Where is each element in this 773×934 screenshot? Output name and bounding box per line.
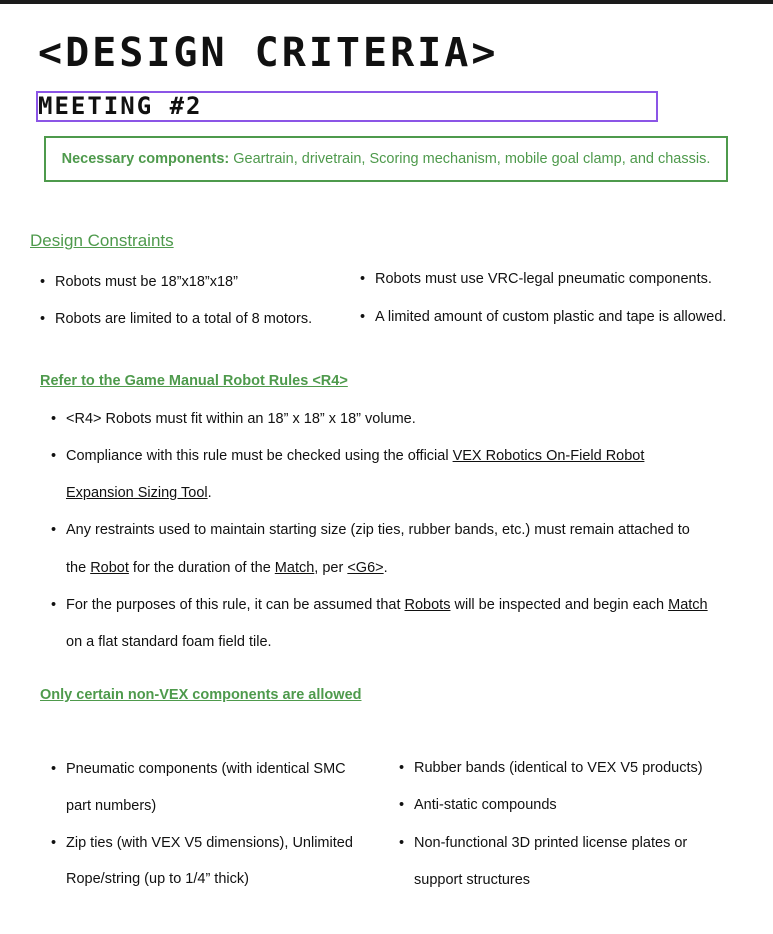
robot-link[interactable]: Robot — [90, 560, 129, 576]
rule-restraints-line2 — [66, 560, 388, 576]
nonvex-rubber-bands: • Rubber bands (identical to VEX V5 products) — [414, 760, 703, 776]
design-constraints-heading[interactable]: Design Constraints — [30, 231, 174, 250]
text-duration: for the duration of the — [128, 560, 275, 576]
top-border — [0, 0, 773, 4]
text-period: . — [383, 560, 388, 576]
match-link[interactable]: Match — [274, 560, 315, 576]
rule-inspection-line2: on a flat standard foam field tile. — [66, 634, 272, 650]
robots-link[interactable]: Robots — [404, 597, 451, 613]
nonvex-pneumatic-line2: part numbers) — [66, 798, 157, 814]
rule-compliance-end: . — [207, 485, 212, 501]
constraint-motors: • Robots are limited to a total of 8 motors. — [55, 311, 312, 327]
rule-compliance-line2 — [66, 485, 212, 501]
nonvex-zipties: • Zip ties (with VEX V5 dimensions), Unlimited — [66, 835, 353, 851]
constraint-pneumatics: • Robots must use VRC-legal pneumatic components. — [375, 271, 712, 287]
non-vex-heading[interactable]: Only certain non-VEX components are allowed — [40, 687, 362, 703]
meeting-selection-box[interactable] — [36, 91, 658, 122]
nonvex-zipties-line2: Rope/string (up to 1/4” thick) — [66, 871, 249, 887]
match-link-2[interactable]: Match — [668, 597, 708, 613]
nonvex-license-plates: • Non-functional 3D printed license plates or — [414, 835, 687, 851]
nonvex-license-plates-line2: support structures — [414, 872, 531, 888]
nonvex-antistatic: • Anti-static compounds — [414, 797, 557, 813]
robot-rules-heading[interactable]: Refer to the Game Manual Robot Rules <R4> — [40, 373, 348, 389]
necessary-components-box — [44, 136, 728, 182]
nonvex-pneumatic: • Pneumatic components (with identical SMC — [66, 761, 346, 777]
components-text: Geartrain, drivetrain, Scoring mechanism, mobile goal clamp, and chassis. — [229, 151, 711, 167]
page-title: <DESIGN CRITERIA> — [38, 30, 499, 76]
g6-link[interactable]: <G6> — [347, 560, 384, 576]
text-per: , per — [314, 560, 348, 576]
text-the: the — [66, 560, 91, 576]
sizing-tool-link-2[interactable]: Expansion Sizing Tool — [66, 485, 208, 501]
rule-inspection — [66, 597, 708, 613]
rule-compliance-text: Compliance with this rule must be checked using the official — [66, 448, 453, 464]
rule-r4-volume: • <R4> Robots must fit within an 18” x 18” x 18” volume. — [66, 411, 416, 427]
rule-inspection-text: For the purposes of this rule, it can be assumed that — [66, 597, 405, 613]
constraint-size: • Robots must be 18”x18”x18” — [55, 274, 238, 290]
rule-compliance — [66, 448, 644, 464]
components-label: Necessary components: — [61, 151, 230, 167]
sizing-tool-link[interactable]: VEX Robotics On-Field Robot — [452, 448, 645, 464]
rule-restraints: • Any restraints used to maintain starting size (zip ties, rubber bands, etc.) must remain attached to — [66, 522, 690, 538]
meeting-heading: MEETING #2 — [38, 92, 203, 120]
constraint-plastic: • A limited amount of custom plastic and tape is allowed. — [375, 309, 726, 325]
rule-inspection-mid: will be inspected and begin each — [450, 597, 669, 613]
